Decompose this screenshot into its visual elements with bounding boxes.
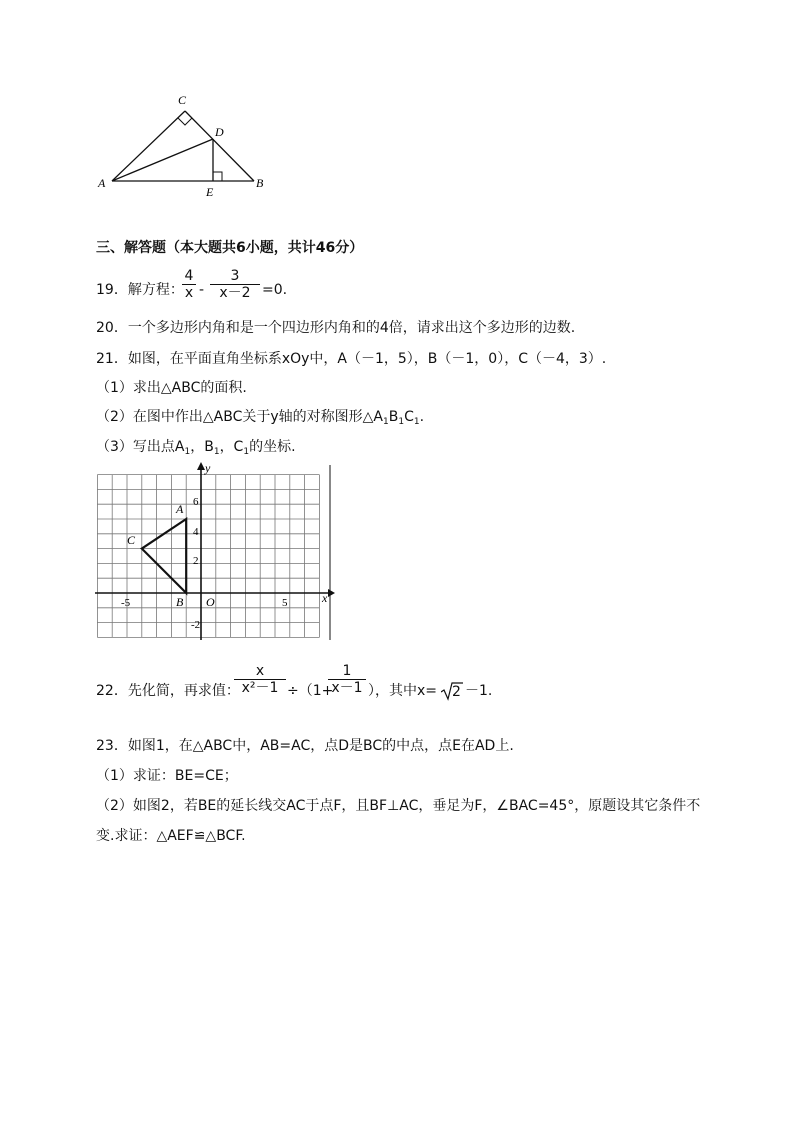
grid-lines: [97, 475, 319, 638]
tick-label-minus5: -5: [121, 597, 131, 609]
q21-part3-sub1: 1: [184, 447, 191, 457]
q21-part2-c: C: [404, 409, 414, 425]
q21-part2-end: .: [419, 409, 425, 425]
triangle-figure: [90, 88, 280, 200]
q21-part3-b: ，B: [190, 439, 214, 455]
q19-frac1-denominator: x: [184, 285, 194, 301]
q21-part2-sub3: 1: [413, 417, 420, 427]
segment-ad: [112, 139, 213, 181]
q19-suffix: =0.: [262, 282, 288, 298]
sqrt-symbol: [441, 681, 463, 701]
question-21-stem: 21．如图，在平面直角坐标系xOy中，A（－1，5），B（－1，0），C（－4，3）.: [96, 351, 607, 367]
label-d: D: [215, 125, 224, 139]
q22-divide: ÷（1+: [287, 683, 334, 699]
q21-part3-sub2: 1: [213, 447, 220, 457]
q21-part2-text: （2）在图中作出△ABC关于y轴的对称图形△A: [96, 409, 384, 425]
question-23-part2-line2: 变.求证：△AEF≌△BCF.: [96, 828, 246, 844]
q22-frac2-numerator: 1: [342, 663, 352, 679]
triangle-abc: [142, 519, 186, 593]
q22-frac2-denominator: x－1: [331, 680, 363, 696]
q22-fraction-1: [234, 663, 286, 696]
q21-part2-b: B: [388, 409, 399, 425]
section-title: 三、解答题（本大题共6小题，共计46分）: [96, 240, 364, 256]
q22-mid: ），其中x=: [368, 683, 438, 699]
right-angle-mark-c: [178, 118, 192, 125]
q19-frac1-numerator: 4: [184, 268, 194, 284]
q22-end: －1.: [465, 683, 493, 699]
q19-frac2-denominator: x－2: [219, 285, 251, 301]
question-23-stem: 23．如图1，在△ABC中，AB=AC，点D是BC的中点，点E在AD上.: [96, 738, 514, 754]
q22-frac1-denominator: x²－1: [241, 680, 279, 696]
q21-part3-c: ，C: [219, 439, 244, 455]
q22-frac1-numerator: x: [255, 663, 265, 679]
question-23-part2-line1: （2）如图2，若BE的延长线交AC于点F，且BF⊥AC，垂足为F，∠BAC=45°，原题设其它条件不: [96, 798, 701, 814]
q19-minus: -: [199, 282, 205, 298]
origin-label: O: [206, 595, 215, 609]
point-c-label: C: [127, 533, 136, 547]
point-a-label: A: [176, 502, 184, 516]
tick-label-minus2: -2: [191, 619, 201, 631]
q21-part2-sub1: 1: [383, 417, 389, 427]
point-b-label: B: [176, 595, 184, 609]
question-22: [96, 663, 516, 709]
q21-part3-sub3: 1: [243, 447, 250, 457]
sqrt-radicand: 2: [452, 684, 461, 700]
q21-part3-text: （3）写出点A: [96, 439, 185, 455]
question-19: [96, 268, 396, 314]
label-a: A: [98, 176, 106, 190]
q22-prefix: 22．先化简，再求值：: [96, 683, 240, 699]
label-e: E: [206, 185, 214, 199]
y-axis-arrow: [197, 462, 205, 470]
q19-fraction-2: [210, 268, 260, 301]
q19-fraction-1: [182, 268, 196, 301]
q21-part3-end: 的坐标.: [249, 439, 296, 455]
tick-label-6: 6: [193, 496, 199, 508]
tick-label-5: 5: [282, 597, 288, 609]
label-b: B: [256, 176, 264, 190]
tick-label-2: 2: [193, 555, 199, 567]
tick-label-4: 4: [193, 526, 199, 538]
side-ac: [112, 111, 185, 181]
y-axis-label: y: [205, 461, 211, 475]
x-axis-label: x: [322, 591, 328, 605]
question-21-part1: （1）求出△ABC的面积.: [96, 380, 247, 396]
q19-prefix: 19．解方程：: [96, 282, 184, 298]
q21-part2-sub2: 1: [398, 417, 405, 427]
question-21-part2: [96, 407, 424, 432]
q22-fraction-2: [328, 663, 366, 696]
right-angle-mark-e: [213, 172, 222, 181]
question-23-part1: （1）求证：BE=CE；: [96, 768, 238, 784]
question-20: 20．一个多边形内角和是一个四边形内角和的4倍，请求出这个多边形的边数.: [96, 320, 576, 336]
label-c: C: [178, 93, 187, 107]
question-21-part3: [96, 437, 296, 462]
q19-frac2-numerator: 3: [230, 268, 240, 284]
x-axis-arrow: [328, 589, 335, 597]
coordinate-grid-figure: [90, 460, 340, 646]
